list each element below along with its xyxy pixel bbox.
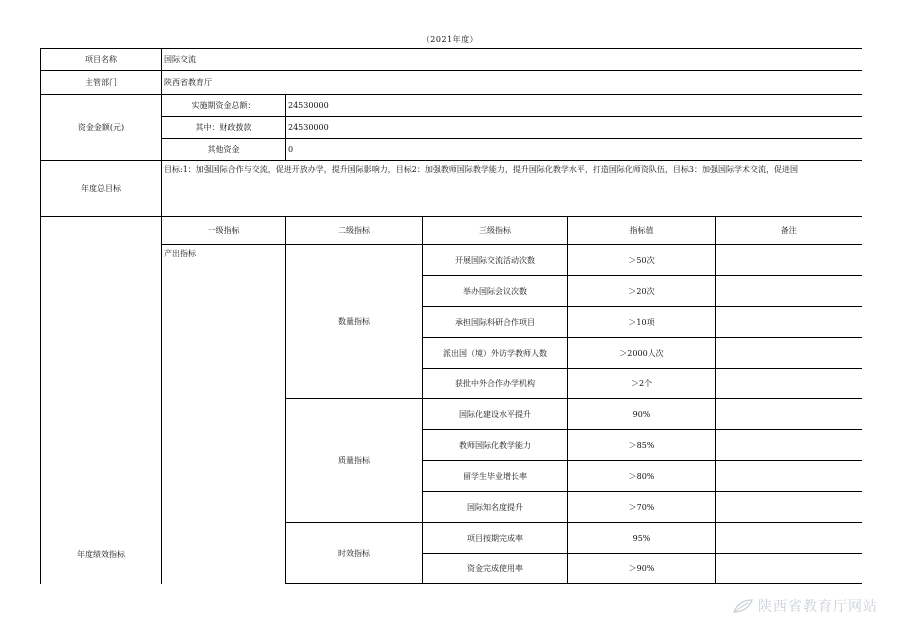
- header-note: 备注: [716, 217, 862, 245]
- indicator-header-row: [41, 217, 862, 245]
- indicator-note: [716, 461, 862, 492]
- funds-fiscal-label: 其中：财政拨款: [162, 117, 286, 139]
- indicator-name: 派出国（境）外访学教师人数: [423, 338, 568, 369]
- department-value: 陕西省教育厅: [162, 71, 862, 95]
- indicator-name: 开展国际交流活动次数: [423, 245, 568, 276]
- funds-fiscal-value: 24530000: [286, 117, 862, 139]
- indicator-name: 获批中外合作办学机构: [423, 369, 568, 399]
- year-label: （2021年度）: [421, 35, 479, 44]
- table-row: [41, 139, 862, 161]
- indicator-note: [716, 430, 862, 461]
- indicator-note: [716, 523, 862, 554]
- funds-other-label: 其他资金: [162, 139, 286, 161]
- indicator-name: 项目按期完成率: [423, 523, 568, 554]
- table-row: [41, 161, 862, 217]
- indicator-value: ＞70%: [568, 492, 716, 523]
- indicator-value: ＞80%: [568, 461, 716, 492]
- leaf-logo-icon: [732, 598, 754, 614]
- funds-total-label: 实施期资金总额：: [162, 95, 286, 117]
- funds-label: 资金金额(元): [41, 95, 162, 161]
- indicator-name: 举办国际会议次数: [423, 276, 568, 307]
- level2-quantity: 数量指标: [286, 245, 423, 399]
- indicator-value: 90%: [568, 399, 716, 430]
- watermark-text: 陕西省教育厅网站: [758, 599, 878, 615]
- indicator-note: [716, 276, 862, 307]
- goal-label: 年度总目标: [41, 161, 162, 217]
- table-row: [41, 71, 862, 95]
- table-row: [41, 95, 862, 117]
- project-name-label: 项目名称: [41, 49, 162, 71]
- indicator-value: ＞85%: [568, 430, 716, 461]
- funds-total-value: 24530000: [286, 95, 862, 117]
- table-row: [41, 245, 862, 276]
- header-level3: 三级指标: [423, 217, 568, 245]
- project-name-value: 国际交流: [162, 49, 862, 71]
- indicator-name: 教师国际化教学能力: [423, 430, 568, 461]
- header-value: 指标值: [568, 217, 716, 245]
- indicator-name: 国际化建设水平提升: [423, 399, 568, 430]
- indicator-note: [716, 492, 862, 523]
- indicator-value: ＞50次: [568, 245, 716, 276]
- header-level1: 一级指标: [162, 217, 286, 245]
- indicator-note: [716, 338, 862, 369]
- funds-other-value: 0: [286, 139, 862, 161]
- indicator-value: ＞20次: [568, 276, 716, 307]
- indicator-value: ＞2个: [568, 369, 716, 399]
- indicator-name: 承担国际科研合作项目: [423, 307, 568, 338]
- header-level2: 二级指标: [286, 217, 423, 245]
- table-row: [41, 49, 862, 71]
- indicator-note: [716, 369, 862, 399]
- level2-quality: 质量指标: [286, 399, 423, 523]
- department-label: 主管部门: [41, 71, 162, 95]
- table-row: [41, 117, 862, 139]
- goal-text: 目标:1：加强国际合作与交流，促进开放办学，提升国际影响力，目标2：加强教师国际教学能力，提升国际化教学水平，打造国际化师资队伍，目标3：加强国际学术交流，促进国: [162, 161, 862, 217]
- indicator-name: 资金完成使用率: [423, 554, 568, 584]
- indicator-value: ＞90%: [568, 554, 716, 584]
- level2-timeliness: 时效指标: [286, 523, 423, 584]
- indicator-name: 国际知名度提升: [423, 492, 568, 523]
- indicator-note: [716, 245, 862, 276]
- performance-table: [40, 48, 862, 584]
- indicator-note: [716, 554, 862, 584]
- indicator-note: [716, 307, 862, 338]
- level1-output: 产出指标: [162, 245, 286, 584]
- indicator-value: ＞10项: [568, 307, 716, 338]
- indicator-name: 留学生毕业增长率: [423, 461, 568, 492]
- indicators-section-label: 年度绩效指标: [41, 217, 162, 584]
- site-watermark: [732, 596, 878, 616]
- indicator-value: 95%: [568, 523, 716, 554]
- indicator-value: ＞2000人次: [568, 338, 716, 369]
- indicator-note: [716, 399, 862, 430]
